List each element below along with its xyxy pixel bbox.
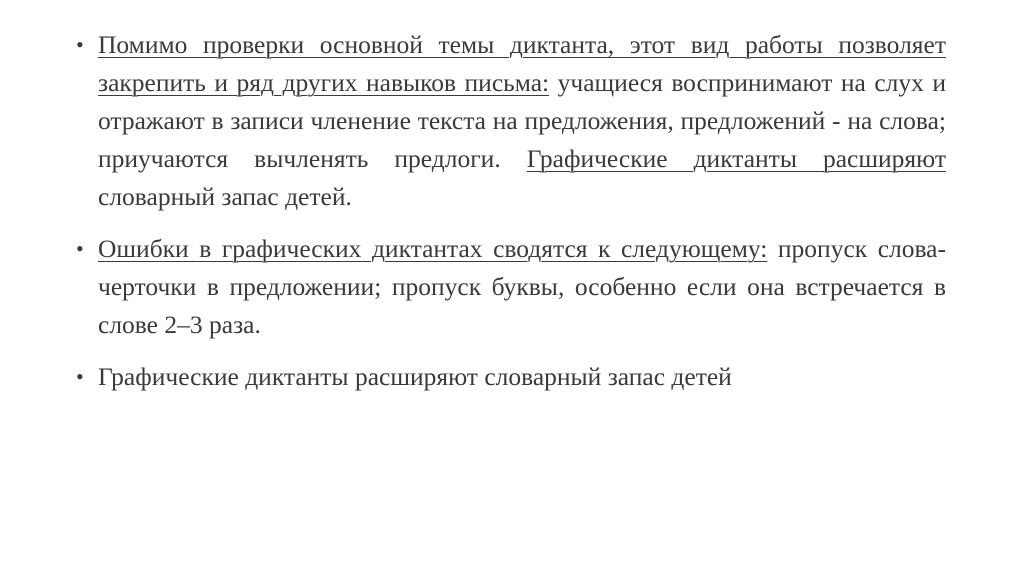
bullet-dot-icon: •	[76, 364, 84, 389]
bullet-1-underlined-phrase: Графические диктанты расширяют	[526, 144, 946, 173]
bullet-item-1	[76, 26, 946, 216]
bullet-1-underlined-intro: Помимо проверки основной темы диктанта, этот вид работы позволяет закрепить и ряд других навыков письма:	[98, 30, 946, 97]
bullet-dot-icon: •	[76, 32, 84, 57]
bullet-1-ending: словарный запас детей.	[98, 182, 352, 211]
bullet-list	[76, 26, 946, 410]
bullet-item-3	[76, 358, 946, 396]
bullet-1-body: учащиеся воспринимают на слух и отражают в записи членение текста на предложения, предложений - на слова; приучаются вычленять предлоги.	[98, 68, 947, 173]
bullet-dot-icon: •	[76, 236, 84, 261]
bullet-3-text: Графические диктанты расширяют словарный запас детей	[98, 362, 732, 391]
bullet-2-body: пропуск слова-черточки в предложении; пропуск буквы, особенно если она встречается в слове 2–3 раза.	[98, 234, 946, 339]
bullet-item-2	[76, 230, 946, 344]
bullet-2-underlined-intro: Ошибки в графических диктантах сводятся к следующему:	[98, 234, 768, 263]
